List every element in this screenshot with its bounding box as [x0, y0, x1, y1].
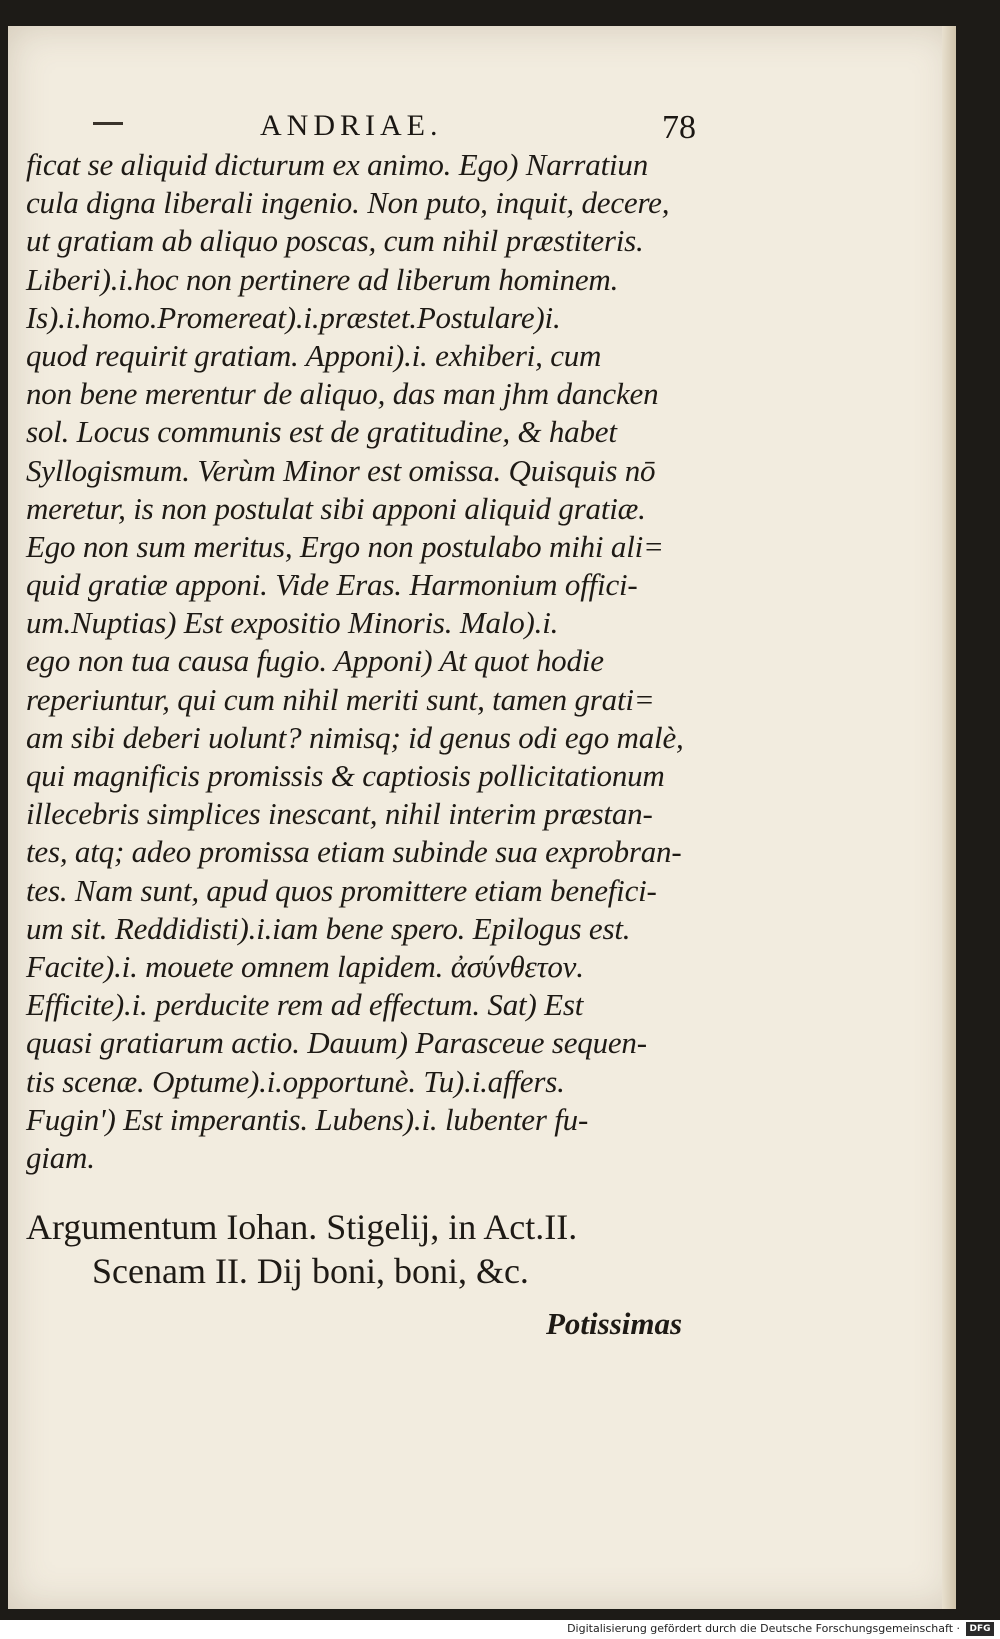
text-line: ego non tua causa fugio. Apponi) At quot hodie: [26, 643, 604, 679]
text-line: tis scenæ. Optume).i.opportunè. Tu).i.affers.: [26, 1063, 565, 1099]
footer: [0, 1620, 1000, 1639]
text-line: cula digna liberali ingenio. Non puto, inquit, decere,: [26, 185, 670, 221]
text-line: reperiuntur, qui cum nihil meriti sunt, tamen grati=: [26, 681, 655, 717]
text-line: illecebris simplices inescant, nihil interim præstan-: [26, 796, 653, 832]
text-line: um sit. Reddidisti).i.iam bene spero. Epilogus est.: [26, 910, 631, 946]
text-line: tes, atq; adeo promissa etiam subinde sua exprobran-: [26, 834, 682, 870]
argument-heading: Argumentum Iohan. Stigelij, in Act.II.: [26, 1207, 578, 1248]
dfg-logo: DFG: [966, 1622, 994, 1636]
text-line: tes. Nam sunt, apud quos promittere etiam benefici-: [26, 872, 657, 908]
text-line: Facite).i. mouete omnem lapidem. ἀσύνθετον.: [26, 948, 584, 984]
text-line: um.Nuptias) Est expositio Minoris. Malo).i.: [26, 605, 559, 641]
catchword: Potissimas: [546, 1306, 683, 1341]
text-line: Fugin') Est imperantis. Lubens).i. lubenter fu-: [26, 1101, 589, 1137]
text-line: giam.: [26, 1139, 95, 1175]
text-line: Syllogismum. Verùm Minor est omissa. Quisquis nō: [26, 452, 656, 488]
text-line: ut gratiam ab aliquo poscas, cum nihil præstiteris.: [26, 223, 644, 259]
text-line: Efficite).i. perducite rem ad effectum. Sat) Est: [26, 987, 584, 1023]
text-line: am sibi deberi uolunt? nimisq; id genus odi ego malè,: [26, 719, 684, 755]
text-line: sol. Locus communis est de gratitudine, & habet: [26, 414, 617, 450]
text-line: qui magnificis promissis & captiosis pollicitationum: [26, 758, 665, 793]
running-head: ANDRIAE.: [260, 109, 443, 142]
text-line: Liberi).i.hoc non pertinere ad liberum hominem.: [26, 261, 619, 297]
text-line: quasi gratiarum actio. Dauum) Parasceue sequen-: [26, 1025, 647, 1061]
text-line: ficat se aliquid dicturum ex animo. Ego) Narratiun: [26, 147, 649, 182]
text-line: quid gratiæ apponi. Vide Eras. Harmonium offici-: [26, 567, 638, 603]
book-page: [8, 26, 956, 1609]
page-number: 78: [662, 109, 696, 146]
text-line: Is).i.homo.Promereat).i.præstet.Postulare)i.: [26, 299, 561, 335]
funding-notice: Digitalisierung gefördert durch die Deutsche Forschungsgemeinschaft ·: [567, 1622, 960, 1635]
text-line: meretur, is non postulat sibi apponi aliquid gratiæ.: [26, 490, 646, 526]
head-ornament: [93, 122, 123, 125]
text-line: Ego non sum meritus, Ergo non postulabo mihi ali=: [26, 528, 664, 564]
page-edge: [942, 26, 956, 1609]
body-text: [26, 146, 926, 1293]
text-line: non bene merentur de aliquo, das man jhm dancken: [26, 376, 659, 412]
argument-subheading: Scenam II. Dij boni, boni, &c.: [92, 1251, 529, 1292]
text-line: quod requirit gratiam. Apponi).i. exhiberi, cum: [26, 337, 602, 373]
